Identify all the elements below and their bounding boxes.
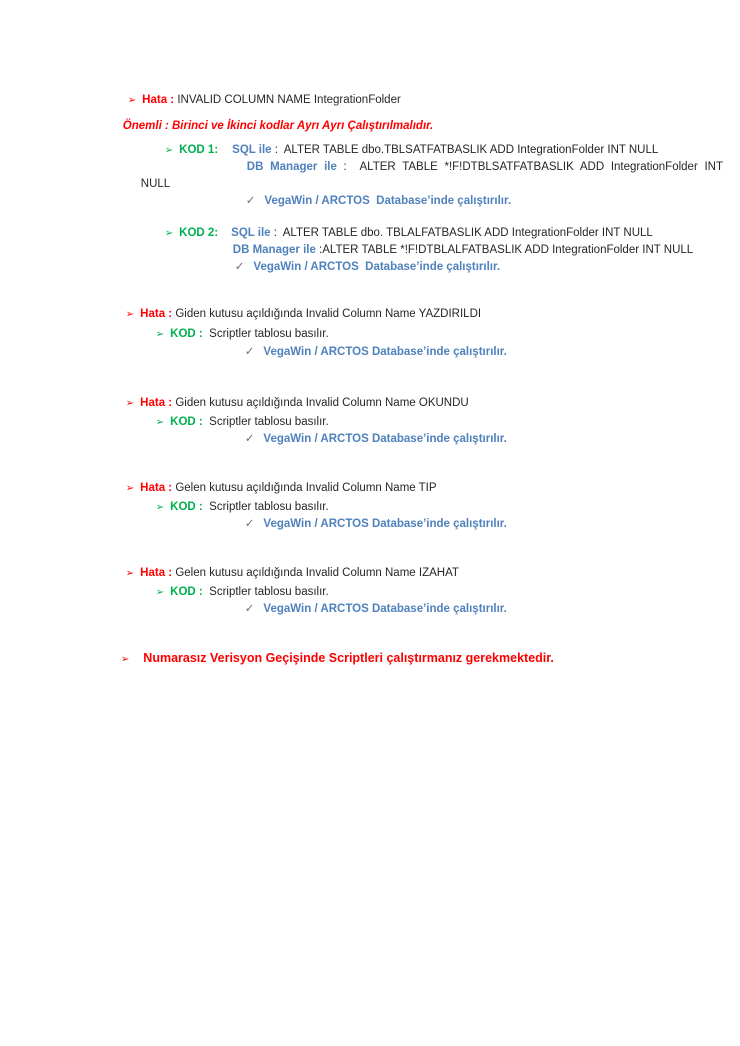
hata-text: Giden kutusu açıldığında Invalid Column Name OKUNDU [172, 397, 469, 409]
kod2-label: KOD 2: [179, 227, 219, 239]
hata-text: Giden kutusu açıldığında Invalid Column Name YAZDIRILDI [172, 308, 482, 320]
colon: : [315, 244, 323, 256]
colon: : [336, 161, 360, 173]
kod-text: Scriptler tablosu basılır. [202, 328, 329, 340]
run-note: VegaWin / ARCTOS Database’inde çalıştırılır. [263, 433, 507, 445]
arrow-bullet-icon: ➢ [125, 398, 135, 409]
error-note-line [232, 417, 507, 462]
kod2-sql-code: ALTER TABLE dbo. TBLALFATBASLIK ADD IntegrationFolder INT NULL [282, 227, 653, 239]
check-icon: ✓ [244, 603, 255, 615]
kod-label: KOD : [170, 416, 203, 428]
colon: : [270, 227, 283, 239]
arrow-bullet-icon: ➢ [125, 483, 135, 494]
arrow-bullet-icon: ➢ [127, 95, 137, 106]
check-icon: ✓ [234, 261, 245, 273]
kod1-run-note: VegaWin / ARCTOS Database’inde çalıştırılır. [264, 195, 512, 207]
db-manager-ile-label: DB Manager ile [232, 244, 316, 256]
hata-label: Hata : [140, 482, 173, 494]
check-icon: ✓ [244, 518, 255, 530]
hata-label: Hata : [142, 94, 175, 106]
arrow-bullet-icon: ➢ [155, 329, 165, 340]
kod1-db-code-wrap: NULL [140, 178, 171, 190]
arrow-bullet-icon: ➢ [120, 654, 130, 665]
error-note-line [232, 330, 507, 375]
hata-label: Hata : [140, 567, 173, 579]
hata-text: INVALID COLUMN NAME IntegrationFolder [174, 94, 401, 106]
db-manager-ile-label: DB Manager ile [246, 161, 337, 173]
kod1-db-wrap-line [128, 162, 170, 207]
kod2-note-line [222, 245, 500, 290]
arrow-bullet-icon: ➢ [155, 587, 165, 598]
footer-warning-text: Numarasız Verisyon Geçişinde Scriptleri çalıştırmanız gerekmektedir. [143, 651, 554, 665]
kod2-run-note: VegaWin / ARCTOS Database’inde çalıştırılır. [253, 261, 501, 273]
important-note: Önemli : Birinci ve İkinci kodlar Ayrı Ayrı Çalıştırılmalıdır. [122, 120, 434, 132]
check-icon: ✓ [245, 195, 256, 207]
run-note: VegaWin / ARCTOS Database’inde çalıştırılır. [263, 518, 507, 530]
arrow-bullet-icon: ➢ [155, 417, 165, 428]
kod-text: Scriptler tablosu basılır. [202, 416, 329, 428]
hata-label: Hata : [140, 308, 173, 320]
footer-warning-line [107, 636, 554, 682]
run-note: VegaWin / ARCTOS Database’inde çalıştırılır. [263, 603, 507, 615]
kod1-sql-code: ALTER TABLE dbo.TBLSATFATBASLIK ADD IntegrationFolder INT NULL [283, 144, 659, 156]
hata-text: Gelen kutusu açıldığında Invalid Column Name IZAHAT [172, 567, 459, 579]
arrow-bullet-icon: ➢ [164, 145, 174, 156]
kod-label: KOD : [170, 586, 203, 598]
kod-text: Scriptler tablosu basılır. [202, 501, 329, 513]
kod2-db-code: ALTER TABLE *!F!DTBLALFATBASLIK ADD IntegrationFolder INT NULL [322, 244, 694, 256]
check-icon: ✓ [244, 346, 255, 358]
arrow-bullet-icon: ➢ [125, 309, 135, 320]
kod-label: KOD : [170, 328, 203, 340]
kod1-db-code: ALTER TABLE *!F!DTBLSATFATBASLIK ADD IntegrationFolder INT [359, 161, 723, 173]
kod-label: KOD : [170, 501, 203, 513]
kod-text: Scriptler tablosu basılır. [202, 586, 329, 598]
sql-ile-label: SQL ile [231, 227, 271, 239]
arrow-bullet-icon: ➢ [155, 502, 165, 513]
arrow-bullet-icon: ➢ [125, 568, 135, 579]
check-icon: ✓ [244, 433, 255, 445]
kod1-label: KOD 1: [179, 144, 219, 156]
arrow-bullet-icon: ➢ [164, 228, 174, 239]
hata-label: Hata : [140, 397, 173, 409]
error-note-line [232, 502, 507, 547]
hata-text: Gelen kutusu açıldığında Invalid Column Name TIP [172, 482, 437, 494]
run-note: VegaWin / ARCTOS Database’inde çalıştırılır. [263, 346, 507, 358]
error-note-line [232, 587, 507, 632]
colon: : [271, 144, 284, 156]
sql-ile-label: SQL ile [232, 144, 272, 156]
